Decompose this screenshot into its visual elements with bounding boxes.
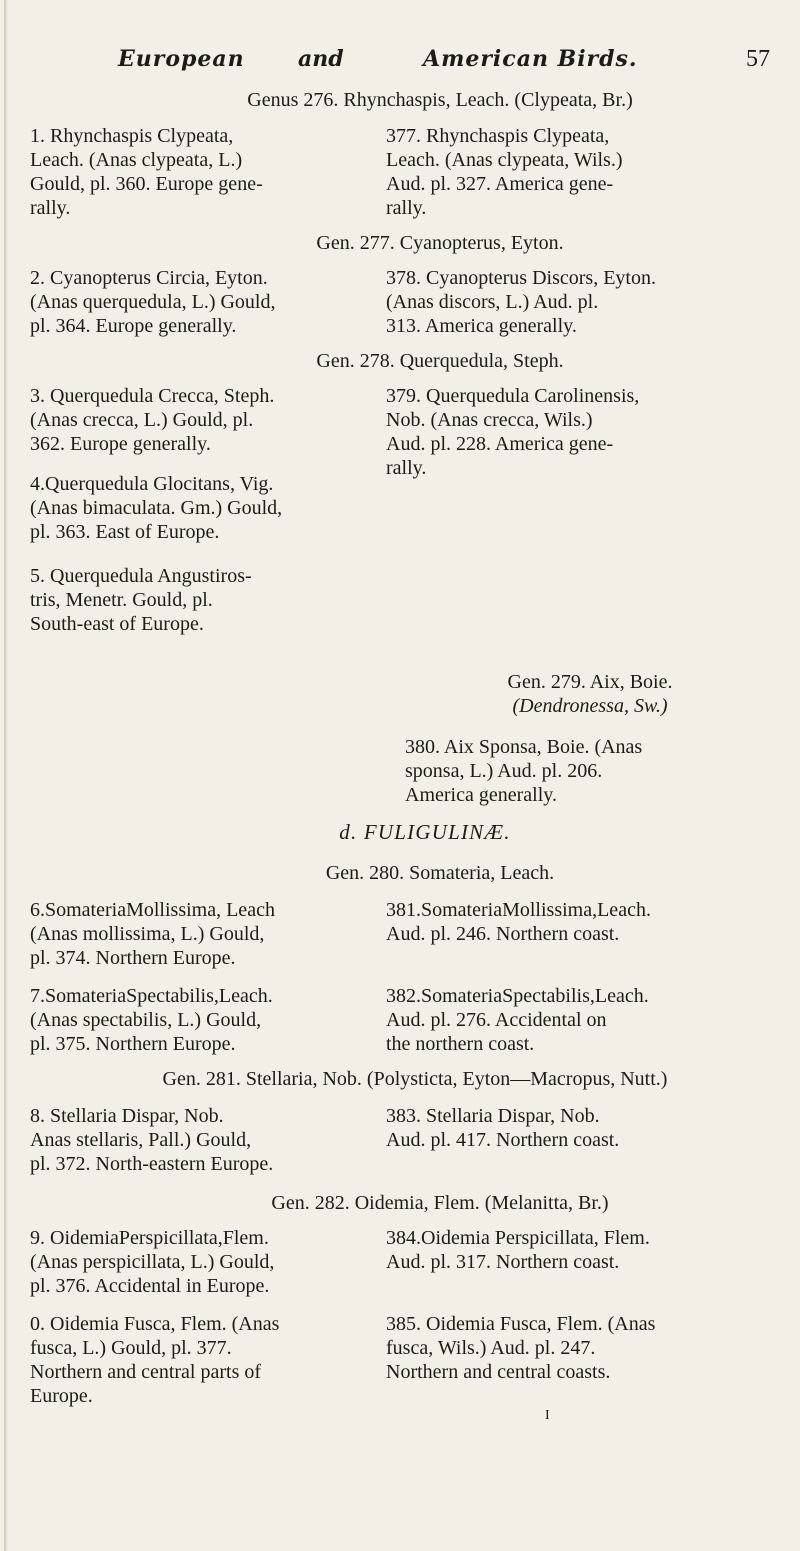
genus-heading: Gen. 278. Querquedula, Steph.	[316, 350, 564, 372]
entry-line: (Anas mollissima, L.) Gould,	[30, 923, 265, 945]
entry-line: 383. Stellaria Dispar, Nob.	[386, 1105, 600, 1127]
entry-right	[386, 984, 766, 1056]
entry-right	[386, 384, 766, 480]
entry-right	[386, 1226, 766, 1274]
entry-line: rally.	[386, 457, 427, 479]
genus-heading-block	[440, 670, 740, 718]
entry-line: Aud. pl. 246. Northern coast.	[386, 923, 620, 945]
entry-line: (Anas spectabilis, L.) Gould,	[30, 1009, 262, 1031]
entry-line: (Anas perspicillata, L.) Gould,	[30, 1251, 275, 1273]
entry-line: Northern and central coasts.	[386, 1361, 611, 1383]
entry-line: Nob. (Anas crecca, Wils.)	[386, 409, 593, 431]
entry-line: Aud. pl. 228. America gene-	[386, 433, 614, 455]
entry-left	[30, 124, 350, 220]
entry-line: 0. Oidemia Fusca, Flem. (Anas	[30, 1313, 280, 1335]
entry-line: Leach. (Anas clypeata, Wils.)	[386, 149, 623, 171]
entry-left	[30, 472, 350, 544]
genus-heading: Genus 276. Rhynchaspis, Leach. (Clypeata, Br.)	[247, 89, 633, 111]
entry-line: 378. Cyanopterus Discors, Eyton.	[386, 267, 656, 289]
genus-heading: Gen. 277. Cyanopterus, Eyton.	[316, 232, 564, 254]
entry-line: 1. Rhynchaspis Clypeata,	[30, 125, 234, 147]
entry-right	[386, 898, 766, 946]
subfamily-heading: d. FULIGULINÆ.	[339, 820, 511, 844]
entry-line: 313. America generally.	[386, 315, 577, 337]
genus-heading-sub: (Dendronessa, Sw.)	[512, 695, 668, 717]
entry-line: pl. 363. East of Europe.	[30, 521, 220, 543]
entry-line: 9. OidemiaPerspicillata,Flem.	[30, 1227, 269, 1249]
entry-line: Anas stellaris, Pall.) Gould,	[30, 1129, 252, 1151]
entry-line: 385. Oidemia Fusca, Flem. (Anas	[386, 1313, 656, 1335]
entry-line: pl. 364. Europe generally.	[30, 315, 237, 337]
page-number: 57	[746, 46, 770, 72]
entry-line: rally.	[386, 197, 427, 219]
entry-line: 5. Querquedula Angustiros-	[30, 565, 252, 587]
entry-line: pl. 375. Northern Europe.	[30, 1033, 236, 1055]
entry-line: pl. 376. Accidental in Europe.	[30, 1275, 270, 1297]
entry-line: Northern and central parts of	[30, 1361, 262, 1383]
entry-left	[30, 1226, 350, 1298]
entry-line: 8. Stellaria Dispar, Nob.	[30, 1105, 224, 1127]
genus-heading: Gen. 281. Stellaria, Nob. (Polysticta, Eyton—Macropus, Nutt.)	[162, 1068, 668, 1090]
entry-line: (Anas bimaculata. Gm.) Gould,	[30, 497, 283, 519]
entry-line: Aud. pl. 276. Accidental on	[386, 1009, 607, 1031]
entry-right	[386, 266, 766, 338]
header-left: European	[118, 46, 245, 72]
entry-line: 384.Oidemia Perspicillata, Flem.	[386, 1227, 650, 1249]
entry-line: Aud. pl. 317. Northern coast.	[386, 1251, 620, 1273]
entry-line: pl. 374. Northern Europe.	[30, 947, 236, 969]
entry-line: 4.Querquedula Glocitans, Vig.	[30, 473, 274, 495]
header-right: American Birds.	[423, 46, 638, 72]
entry-line: 7.SomateriaSpectabilis,Leach.	[30, 985, 273, 1007]
entry-line: 380. Aix Sponsa, Boie. (Anas	[405, 736, 643, 758]
entry-line: 382.SomateriaSpectabilis,Leach.	[386, 985, 649, 1007]
entry-right	[386, 1312, 766, 1384]
entry-line: rally.	[30, 197, 71, 219]
entry-line: fusca, Wils.) Aud. pl. 247.	[386, 1337, 596, 1359]
entry-line: the northern coast.	[386, 1033, 535, 1055]
entry-line: South-east of Europe.	[30, 613, 204, 635]
entry-right	[386, 124, 766, 220]
entry-line: 6.SomateriaMollissima, Leach	[30, 899, 275, 921]
entry-line: 3. Querquedula Crecca, Steph.	[30, 385, 275, 407]
entry-line: (Anas querquedula, L.) Gould,	[30, 291, 276, 313]
header-mid: and	[298, 46, 344, 72]
entry-line: (Anas crecca, L.) Gould, pl.	[30, 409, 254, 431]
entry-line: fusca, L.) Gould, pl. 377.	[30, 1337, 232, 1359]
entry-line: 377. Rhynchaspis Clypeata,	[386, 125, 610, 147]
entry-left	[30, 898, 350, 970]
entry-left	[30, 564, 350, 636]
entry-left	[30, 1104, 350, 1176]
entry-line: Gould, pl. 360. Europe gene-	[30, 173, 263, 195]
entry-line: Aud. pl. 417. Northern coast.	[386, 1129, 620, 1151]
signature-mark: I	[545, 1408, 550, 1423]
genus-heading: Gen. 280. Somateria, Leach.	[325, 862, 555, 884]
entry-left	[30, 1312, 350, 1408]
entry-line: pl. 372. North-eastern Europe.	[30, 1153, 274, 1175]
entry-line: 362. Europe generally.	[30, 433, 211, 455]
entry-left	[30, 984, 350, 1056]
entry-line: (Anas discors, L.) Aud. pl.	[386, 291, 599, 313]
entry-line: 379. Querquedula Carolinensis,	[386, 385, 640, 407]
entry-line: sponsa, L.) Aud. pl. 206.	[405, 760, 603, 782]
entry-line: 381.SomateriaMollissima,Leach.	[386, 899, 651, 921]
entry-line: 2. Cyanopterus Circia, Eyton.	[30, 267, 268, 289]
entry-left	[30, 266, 350, 338]
genus-heading: Gen. 282. Oidemia, Flem. (Melanitta, Br.)	[271, 1192, 609, 1214]
entry-line: Aud. pl. 327. America gene-	[386, 173, 614, 195]
running-header	[118, 46, 770, 86]
entry-left	[30, 384, 350, 456]
entry-line: Europe.	[30, 1385, 93, 1407]
genus-heading: Gen. 279. Aix, Boie.	[507, 671, 673, 693]
entry-line: tris, Menetr. Gould, pl.	[30, 589, 213, 611]
entry-line: America generally.	[405, 784, 557, 806]
entry-line: Leach. (Anas clypeata, L.)	[30, 149, 243, 171]
entry-right	[386, 1104, 766, 1152]
entry-right	[405, 735, 785, 807]
